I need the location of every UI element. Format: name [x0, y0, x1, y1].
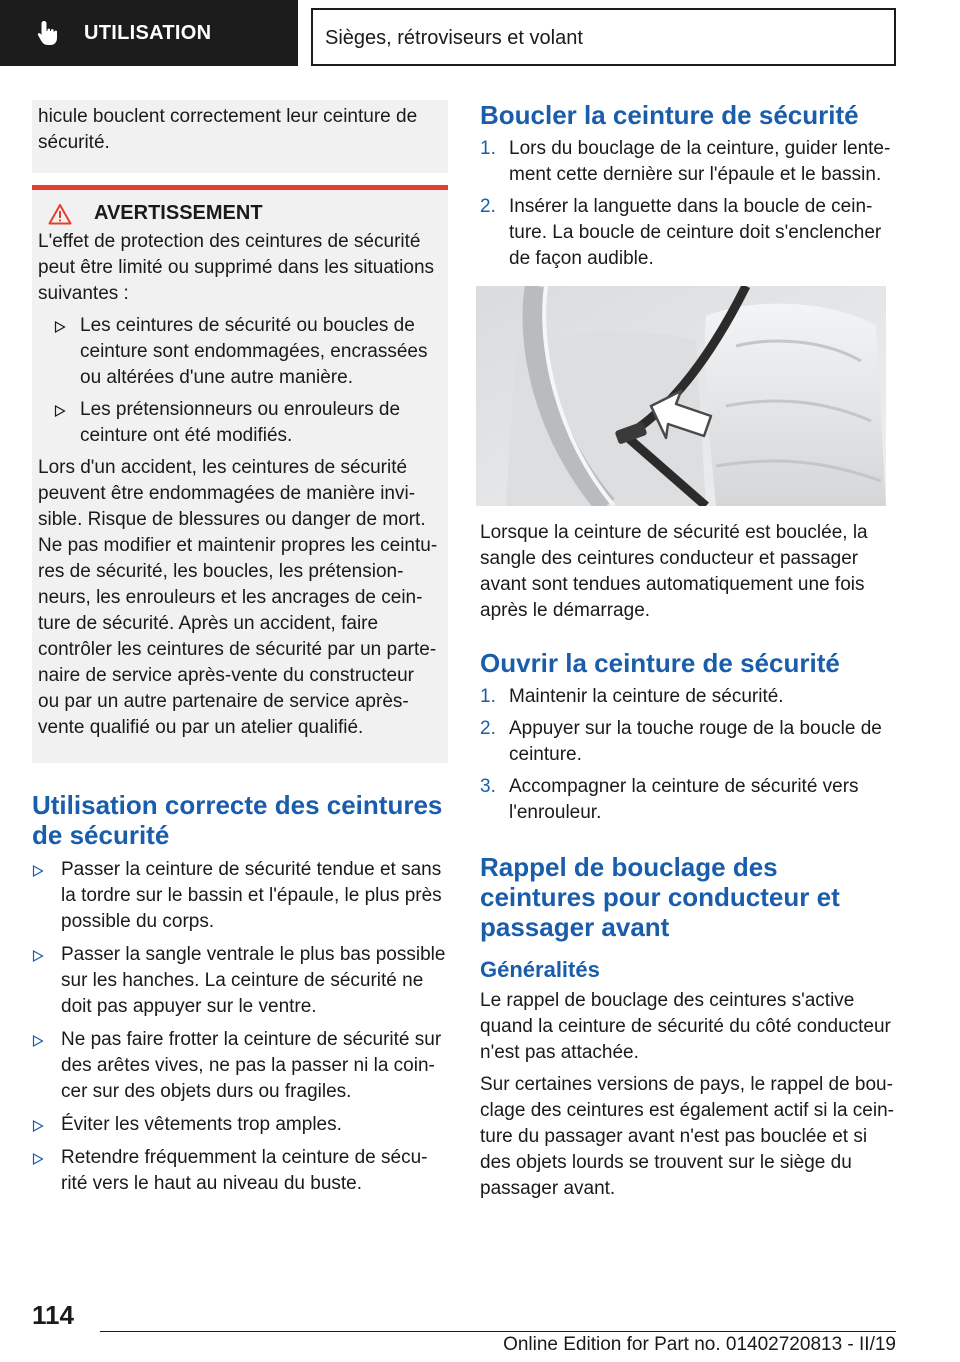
triangle-right-icon — [54, 405, 66, 417]
step-number: 2. — [480, 718, 496, 739]
triangle-right-icon — [32, 1120, 44, 1132]
list-item-text: Ne pas faire frotter la ceinture de sécurité sur des arêtes vives, ne pas la passer ni la coin-cer sur des objets durs ou fragiles. — [61, 1029, 442, 1102]
usage-list — [32, 857, 448, 1197]
step-number: 1. — [480, 138, 496, 159]
list-item — [38, 397, 440, 449]
list-item — [32, 942, 448, 1020]
continuation-box — [32, 100, 448, 173]
warning-triangle-icon — [48, 203, 72, 225]
list-item — [480, 716, 896, 768]
step-text: Lors du bouclage de la ceinture, guider lente-ment cette dernière sur l'épaule et le bassin. — [509, 138, 891, 185]
header-chapter-box — [311, 8, 896, 66]
step-text: Maintenir la ceinture de sécurité. — [509, 686, 784, 707]
list-item-text: Les prétensionneurs ou enrouleurs de ceinture ont été modifiés. — [80, 399, 401, 446]
left-column — [32, 100, 448, 1197]
list-item — [480, 194, 896, 272]
list-item — [32, 1112, 448, 1138]
continuation-text: hicule bouclent correctement leur ceinture de sécurité. — [38, 106, 418, 153]
right-column — [480, 100, 896, 1202]
seatbelt-illustration — [476, 286, 886, 506]
warning-box — [32, 185, 448, 763]
hand-pointer-icon — [34, 18, 64, 48]
step-text: Accompagner la ceinture de sécurité vers l'enrouleur. — [509, 776, 859, 823]
step-number: 3. — [480, 776, 496, 797]
warning-title-row — [48, 202, 440, 225]
step-number: 2. — [480, 196, 496, 217]
reminder-subheading: Généralités — [480, 957, 600, 982]
open-heading: Ouvrir la ceinture de sécurité — [480, 648, 840, 678]
reminder-para-2: Sur certaines versions de pays, le rappel de bou-clage des ceintures est également actif si la cein-ture du passager avant n'est pas bouclée et si des objets lourds se trouvent sur le siège du passager avant. — [480, 1074, 894, 1199]
buckle-steps — [480, 136, 896, 272]
list-item-text: Retendre fréquemment la ceinture de sécu-rité vers le haut au niveau du buste. — [61, 1147, 428, 1194]
step-text: Appuyer sur la touche rouge de la boucle de ceinture. — [509, 718, 882, 765]
triangle-right-icon — [32, 1035, 44, 1047]
warning-body: Lors d'un accident, les ceintures de sécurité peuvent être endommagées de manière invi-sible. Risque de blessures ou danger de mort. Ne pas modifier et maintenir propres les ceintu-res de sécurité, les boucles, les prétension-neurs, les enrouleurs et les ancrages de cein-ture de sécurité. Après un accident, faire contrôler les ceintures de sécurité par un parte-naire de service après-vente du constructeur ou par un autre partenaire de service après-vente qualifié ou par un atelier qualifié. — [38, 457, 438, 738]
usage-heading: Utilisation correcte des ceintures de sécurité — [32, 790, 443, 850]
list-item — [38, 313, 440, 391]
list-item-text: Éviter les vêtements trop amples. — [61, 1114, 342, 1135]
triangle-right-icon — [32, 1153, 44, 1165]
list-item-text: Passer la sangle ventrale le plus bas possible sur les hanches. La ceinture de sécurité ne doit pas appuyer sur le ventre. — [61, 944, 446, 1017]
list-item — [480, 684, 896, 710]
warning-list — [38, 313, 440, 449]
step-number: 1. — [480, 686, 496, 707]
triangle-right-icon — [32, 950, 44, 962]
list-item-text: Les ceintures de sécurité ou boucles de ceinture sont endommagées, encrassées ou altérées d'une autre manière. — [80, 315, 428, 388]
seatbelt-buckle-photo — [476, 286, 886, 506]
step-text: Insérer la languette dans la boucle de cein-ture. La boucle de ceinture doit s'enclencher de façon audible. — [509, 196, 882, 269]
list-item — [32, 1027, 448, 1105]
open-steps — [480, 684, 896, 826]
header-section-title: UTILISATION — [84, 21, 212, 44]
triangle-right-icon — [54, 321, 66, 333]
buckle-after-text: Lorsque la ceinture de sécurité est bouclée, la sangle des ceintures conducteur et passager avant sont tendues automatiquement une fois après le démarrage. — [480, 522, 868, 621]
list-item — [480, 774, 896, 826]
page-number: 114 — [32, 1300, 74, 1330]
reminder-para-1: Le rappel de bouclage des ceintures s'active quand la ceinture de sécurité du côté conducteur n'est pas attachée. — [480, 990, 891, 1063]
list-item-text: Passer la ceinture de sécurité tendue et sans la tordre sur le bassin et l'épaule, le plus près possible du corps. — [61, 859, 442, 932]
list-item — [32, 857, 448, 935]
warning-intro: L'effet de protection des ceintures de sécurité peut être limité ou supprimé dans les situations suivantes : — [38, 231, 435, 304]
footer-edition: Online Edition for Part no. 01402720813 - II/19 — [503, 1334, 896, 1355]
header-section-tab — [0, 0, 298, 66]
list-item — [480, 136, 896, 188]
warning-title: AVERTISSEMENT — [94, 202, 263, 224]
buckle-heading: Boucler la ceinture de sécurité — [480, 100, 859, 130]
header-chapter-title: Sièges, rétroviseurs et volant — [325, 26, 583, 49]
header-divider — [311, 64, 896, 66]
reminder-heading: Rappel de bouclage des ceintures pour conducteur et passager avant — [480, 852, 840, 942]
triangle-right-icon — [32, 865, 44, 877]
list-item — [32, 1145, 448, 1197]
